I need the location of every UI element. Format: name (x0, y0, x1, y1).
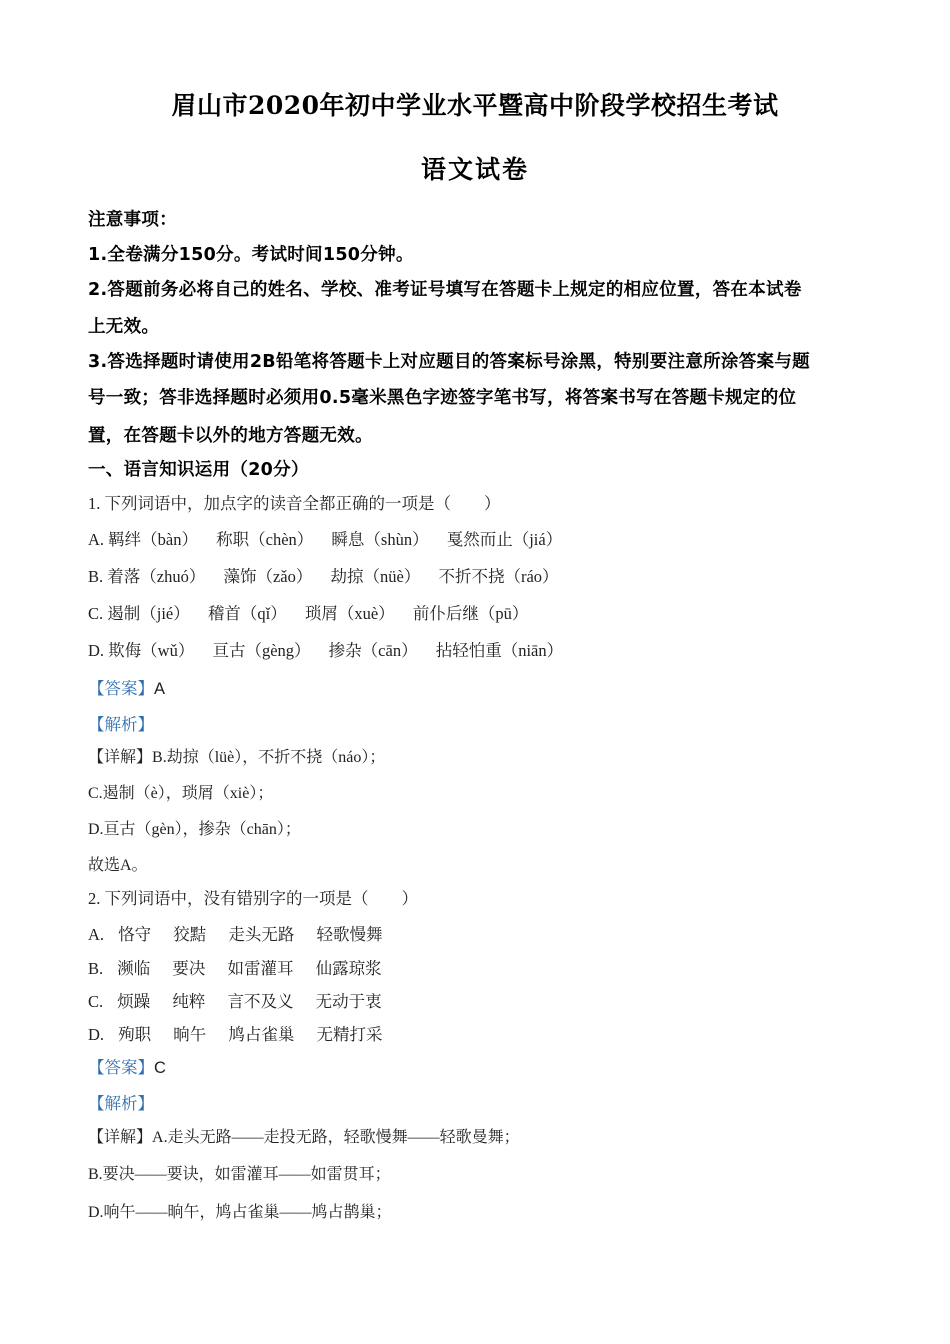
option-word: 无精打采 (316, 1025, 383, 1044)
notice-item-3-line-3: 置，在答题卡以外的地方答题无效。 (88, 426, 373, 446)
option-word: 琐屑（xuè） (304, 604, 395, 623)
detail-tag: 【详解】 (88, 1129, 153, 1146)
question-1-conclusion: 故选A。 (88, 857, 148, 874)
question-1-answer (88, 675, 165, 699)
question-1-option-c (88, 600, 528, 624)
notice-item-3-line-1: 3.答选择题时请使用2B铅笔将答题卡上对应题目的答案标号涂黑，特别要注意所涂答案与题 (88, 352, 810, 372)
question-2-detail-line-3: D.响午——晌午，鸠占雀巢——鸠占鹊巢； (88, 1204, 392, 1221)
question-2-option-c (88, 988, 382, 1012)
question-1-analysis-tag: 【解析】 (88, 715, 154, 734)
question-1-option-a (88, 526, 562, 550)
question-2-option-d (88, 1021, 383, 1045)
answer-tag: 【答案】 (88, 679, 154, 698)
exam-subtitle: 语文试卷 (420, 155, 529, 184)
question-1-stem: 1. 下列词语中，加点字的读音全都正确的一项是（ ） (88, 494, 501, 513)
question-1-detail-line-2: C.遏制（è），琐屑（xiè）； (88, 785, 274, 802)
question-2-analysis-tag: 【解析】 (88, 1094, 154, 1113)
option-word: 前仆后继（pū） (412, 604, 529, 623)
answer-value: A (154, 680, 166, 698)
option-word: 言不及义 (227, 992, 294, 1011)
option-word: 烦躁 (117, 992, 151, 1011)
notice-item-2-line-1: 2.答题前务必将自己的姓名、学校、准考证号填写在答题卡上规定的相应位置，答在本试卷 (88, 280, 802, 300)
option-label: C. (88, 992, 104, 1011)
option-word: 掺杂（cān） (328, 641, 418, 660)
option-word: 鸠占雀巢 (228, 1025, 295, 1044)
option-word: 瞬息（shùn） (331, 530, 429, 549)
answer-tag: 【答案】 (88, 1058, 154, 1077)
option-word: 劫掠（nüè） (330, 567, 421, 586)
option-label: D. (88, 641, 105, 660)
option-word: 不折不挠（ráo） (438, 567, 559, 586)
option-word: 拈轻怕重（niān） (435, 641, 564, 660)
option-word: 晌午 (173, 1025, 207, 1044)
option-word: 殉职 (118, 1025, 152, 1044)
option-word: 着落（zhuó） (107, 567, 206, 586)
answer-value: C (154, 1059, 166, 1077)
option-label: D. (88, 1025, 105, 1044)
question-1-detail-line-1 (88, 744, 385, 767)
question-2-option-a (88, 921, 383, 945)
notice-item-3-line-2: 号一致；答非选择题时必须用0.5毫米黑色字迹签字笔书写，将答案书写在答题卡规定的位 (88, 388, 797, 408)
option-word: 遏制（jié） (107, 604, 190, 623)
question-2-answer (88, 1054, 166, 1078)
option-word: 轻歌慢舞 (316, 925, 383, 944)
option-word: 仙露琼浆 (315, 959, 382, 978)
detail-text: A.走头无路——走投无路，轻歌慢舞——轻歌曼舞； (152, 1129, 520, 1146)
notice-item-2-line-2: 上无效。 (88, 317, 160, 337)
option-word: 戛然而止（jiá） (446, 530, 563, 549)
option-word: 恪守 (118, 925, 152, 944)
option-word: 亘古（gèng） (212, 641, 311, 660)
option-word: 藻饰（zǎo） (223, 567, 313, 586)
section-heading: 一、语言知识运用（20分） (88, 460, 309, 480)
option-word: 如雷灌耳 (227, 959, 294, 978)
question-2-stem: 2. 下列词语中，没有错别字的一项是（ ） (88, 889, 418, 908)
notice-item-1: 1.全卷满分150分。考试时间150分钟。 (88, 245, 414, 265)
detail-tag: 【详解】 (88, 749, 153, 766)
question-2-detail-line-2: B.要决——要诀，如雷灌耳——如雷贯耳； (88, 1166, 391, 1183)
option-word: 称职（chèn） (216, 530, 314, 549)
question-1-option-b (88, 563, 559, 587)
detail-text: B.劫掠（lüè），不折不挠（náo）； (152, 749, 386, 766)
option-label: A. (88, 530, 105, 549)
option-word: 濒临 (117, 959, 151, 978)
option-word: 纯粹 (172, 992, 206, 1011)
option-label: B. (88, 959, 104, 978)
question-2-option-b (88, 955, 382, 979)
question-1-detail-line-3: D.亘古（gèn），掺杂（chān）； (88, 821, 301, 838)
exam-title: 眉山市2020年初中学业水平暨高中阶段学校招生考试 (171, 91, 779, 120)
option-label: B. (88, 567, 104, 586)
option-word: 羁绊（bàn） (108, 530, 198, 549)
question-1-option-d (88, 637, 563, 661)
option-word: 稽首（qǐ） (207, 604, 287, 623)
option-word: 欺侮（wǔ） (108, 641, 195, 660)
option-word: 无动于衷 (315, 992, 382, 1011)
notice-heading: 注意事项： (88, 210, 177, 230)
option-word: 狡黠 (173, 925, 207, 944)
option-word: 要决 (172, 959, 206, 978)
option-label: C. (88, 604, 104, 623)
question-2-detail-line-1 (88, 1124, 520, 1147)
option-label: A. (88, 925, 105, 944)
option-word: 走头无路 (228, 925, 295, 944)
